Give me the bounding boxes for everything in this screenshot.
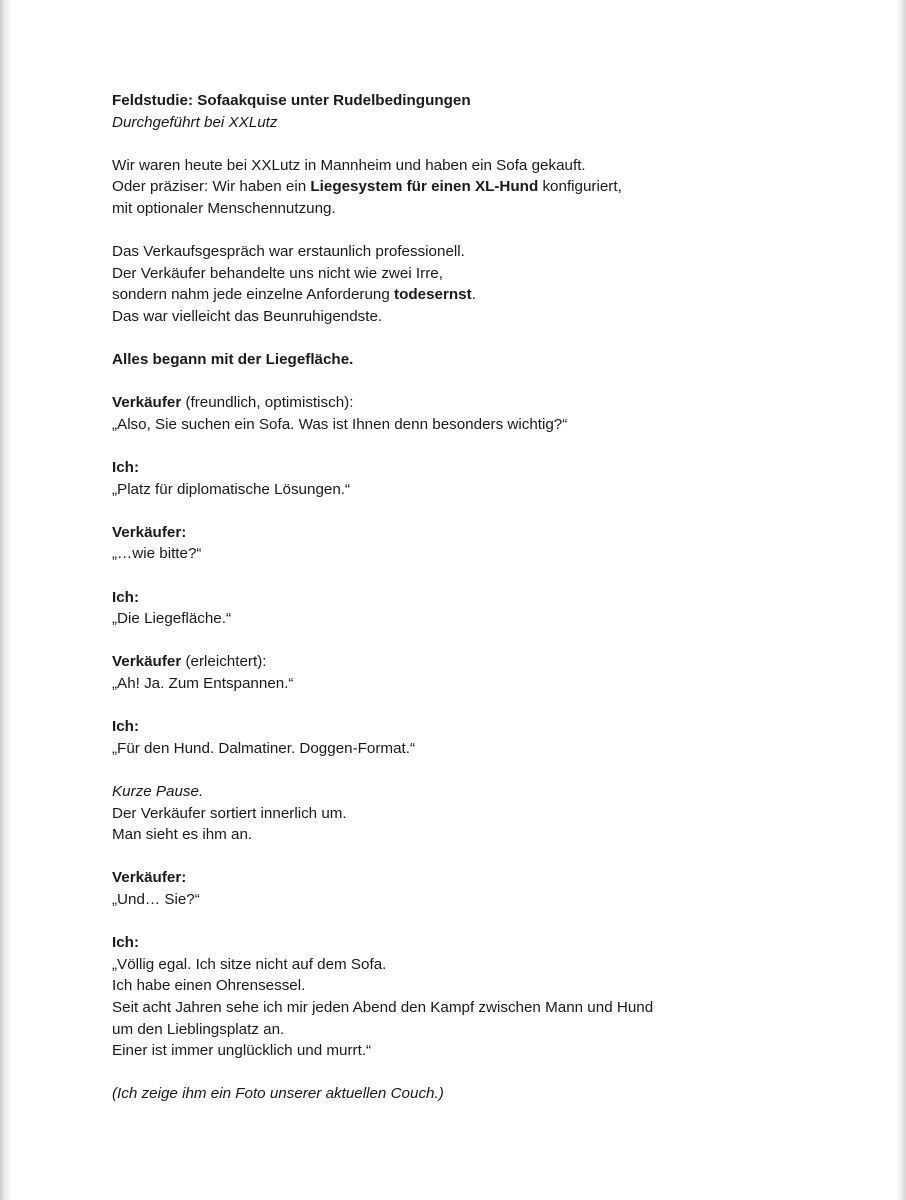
section-heading-paragraph	[112, 349, 762, 371]
sales-line-4: Das war vielleicht das Beunruhigendste.	[112, 307, 383, 325]
pause-line-1: Der Verkäufer sortiert innerlich um.	[112, 804, 347, 822]
speaker-line	[112, 651, 762, 673]
dialogue-block	[112, 522, 762, 565]
intro-line-2-bold: Liegesystem für einen XL-Hund	[310, 178, 539, 196]
sales-line-3-post: .	[471, 286, 476, 304]
sales-line-3-pre: sondern nahm jede einzelne Anforderung	[112, 286, 395, 304]
dialogue-line: „Und… Sie?“	[112, 890, 200, 908]
dialogue-line: Ich habe einen Ohrensessel.	[112, 977, 306, 995]
dialogue-block	[112, 587, 762, 630]
intro-line-2-post: konfiguriert,	[538, 178, 622, 196]
speaker-name: Ich:	[112, 588, 140, 606]
document-body	[112, 90, 762, 1127]
speaker-name: Ich:	[112, 459, 140, 477]
intro-line-1: Wir waren heute bei XXLutz in Mannheim und haben ein Sofa gekauft.	[112, 156, 586, 174]
dialogue-line: Seit acht Jahren sehe ich mir jeden Abend den Kampf zwischen Mann und Hund	[112, 998, 654, 1016]
sales-line-1: Das Verkaufsgespräch war erstaunlich professionell.	[112, 243, 465, 261]
pause-line-2: Man sieht es ihm an.	[112, 826, 253, 844]
speaker-name: Ich:	[112, 934, 140, 952]
dialogue-block	[112, 457, 762, 500]
speaker-name: Verkäufer	[112, 394, 182, 412]
sales-paragraph	[112, 241, 762, 327]
page-edge-shadow-right	[896, 0, 906, 1200]
document-title: Feldstudie: Sofaakquise unter Rudelbedingungen	[112, 92, 471, 109]
dialogue-block	[112, 392, 762, 435]
speaker-name: Ich:	[112, 718, 140, 736]
page-edge-shadow-left	[0, 0, 12, 1200]
pause-paragraph	[112, 781, 762, 846]
document-subtitle: Durchgeführt bei XXLutz	[112, 113, 278, 131]
closing-paragraph	[112, 1083, 762, 1105]
speaker-note: (erleichtert):	[181, 653, 267, 671]
dialogue-line: „Die Liegefläche.“	[112, 610, 232, 628]
title-block	[112, 90, 762, 133]
dialogue-line: „Völlig egal. Ich sitze nicht auf dem Sofa.	[112, 955, 387, 973]
intro-line-2-pre: Oder präziser: Wir haben ein	[112, 178, 311, 196]
speaker-note: (freundlich, optimistisch):	[181, 394, 354, 412]
sales-line-3	[112, 284, 762, 306]
dialogue-line: „…wie bitte?“	[112, 545, 202, 563]
sales-line-2: Der Verkäufer behandelte uns nicht wie zwei Irre,	[112, 264, 443, 282]
dialogue-block	[112, 932, 762, 1062]
intro-line-2	[112, 176, 762, 198]
speaker-name: Verkäufer	[112, 653, 182, 671]
dialogue-line: „Ah! Ja. Zum Entspannen.“	[112, 675, 294, 693]
pause-stage-direction: Kurze Pause.	[112, 783, 204, 800]
speaker-name: Verkäufer:	[112, 523, 187, 541]
sales-line-3-bold: todesernst	[394, 286, 472, 304]
section-heading: Alles begann mit der Liegefläche.	[112, 351, 354, 369]
dialogue-line: „Platz für diplomatische Lösungen.“	[112, 480, 351, 498]
speaker-name: Verkäufer:	[112, 869, 187, 887]
speaker-line	[112, 392, 762, 414]
dialogue-line: „Also, Sie suchen ein Sofa. Was ist Ihnen denn besonders wichtig?“	[112, 415, 568, 433]
dialogue-block	[112, 867, 762, 910]
dialogue-line: Einer ist immer unglücklich und murrt.“	[112, 1042, 372, 1060]
dialogue-line: um den Lieblingsplatz an.	[112, 1020, 285, 1038]
dialogue-block	[112, 716, 762, 759]
intro-line-3: mit optionaler Menschennutzung.	[112, 199, 336, 217]
dialogue-block	[112, 651, 762, 694]
dialogue-line: „Für den Hund. Dalmatiner. Doggen-Format.“	[112, 739, 416, 757]
intro-paragraph	[112, 155, 762, 220]
closing-stage-direction: (Ich zeige ihm ein Foto unserer aktuellen Couch.)	[112, 1085, 444, 1103]
